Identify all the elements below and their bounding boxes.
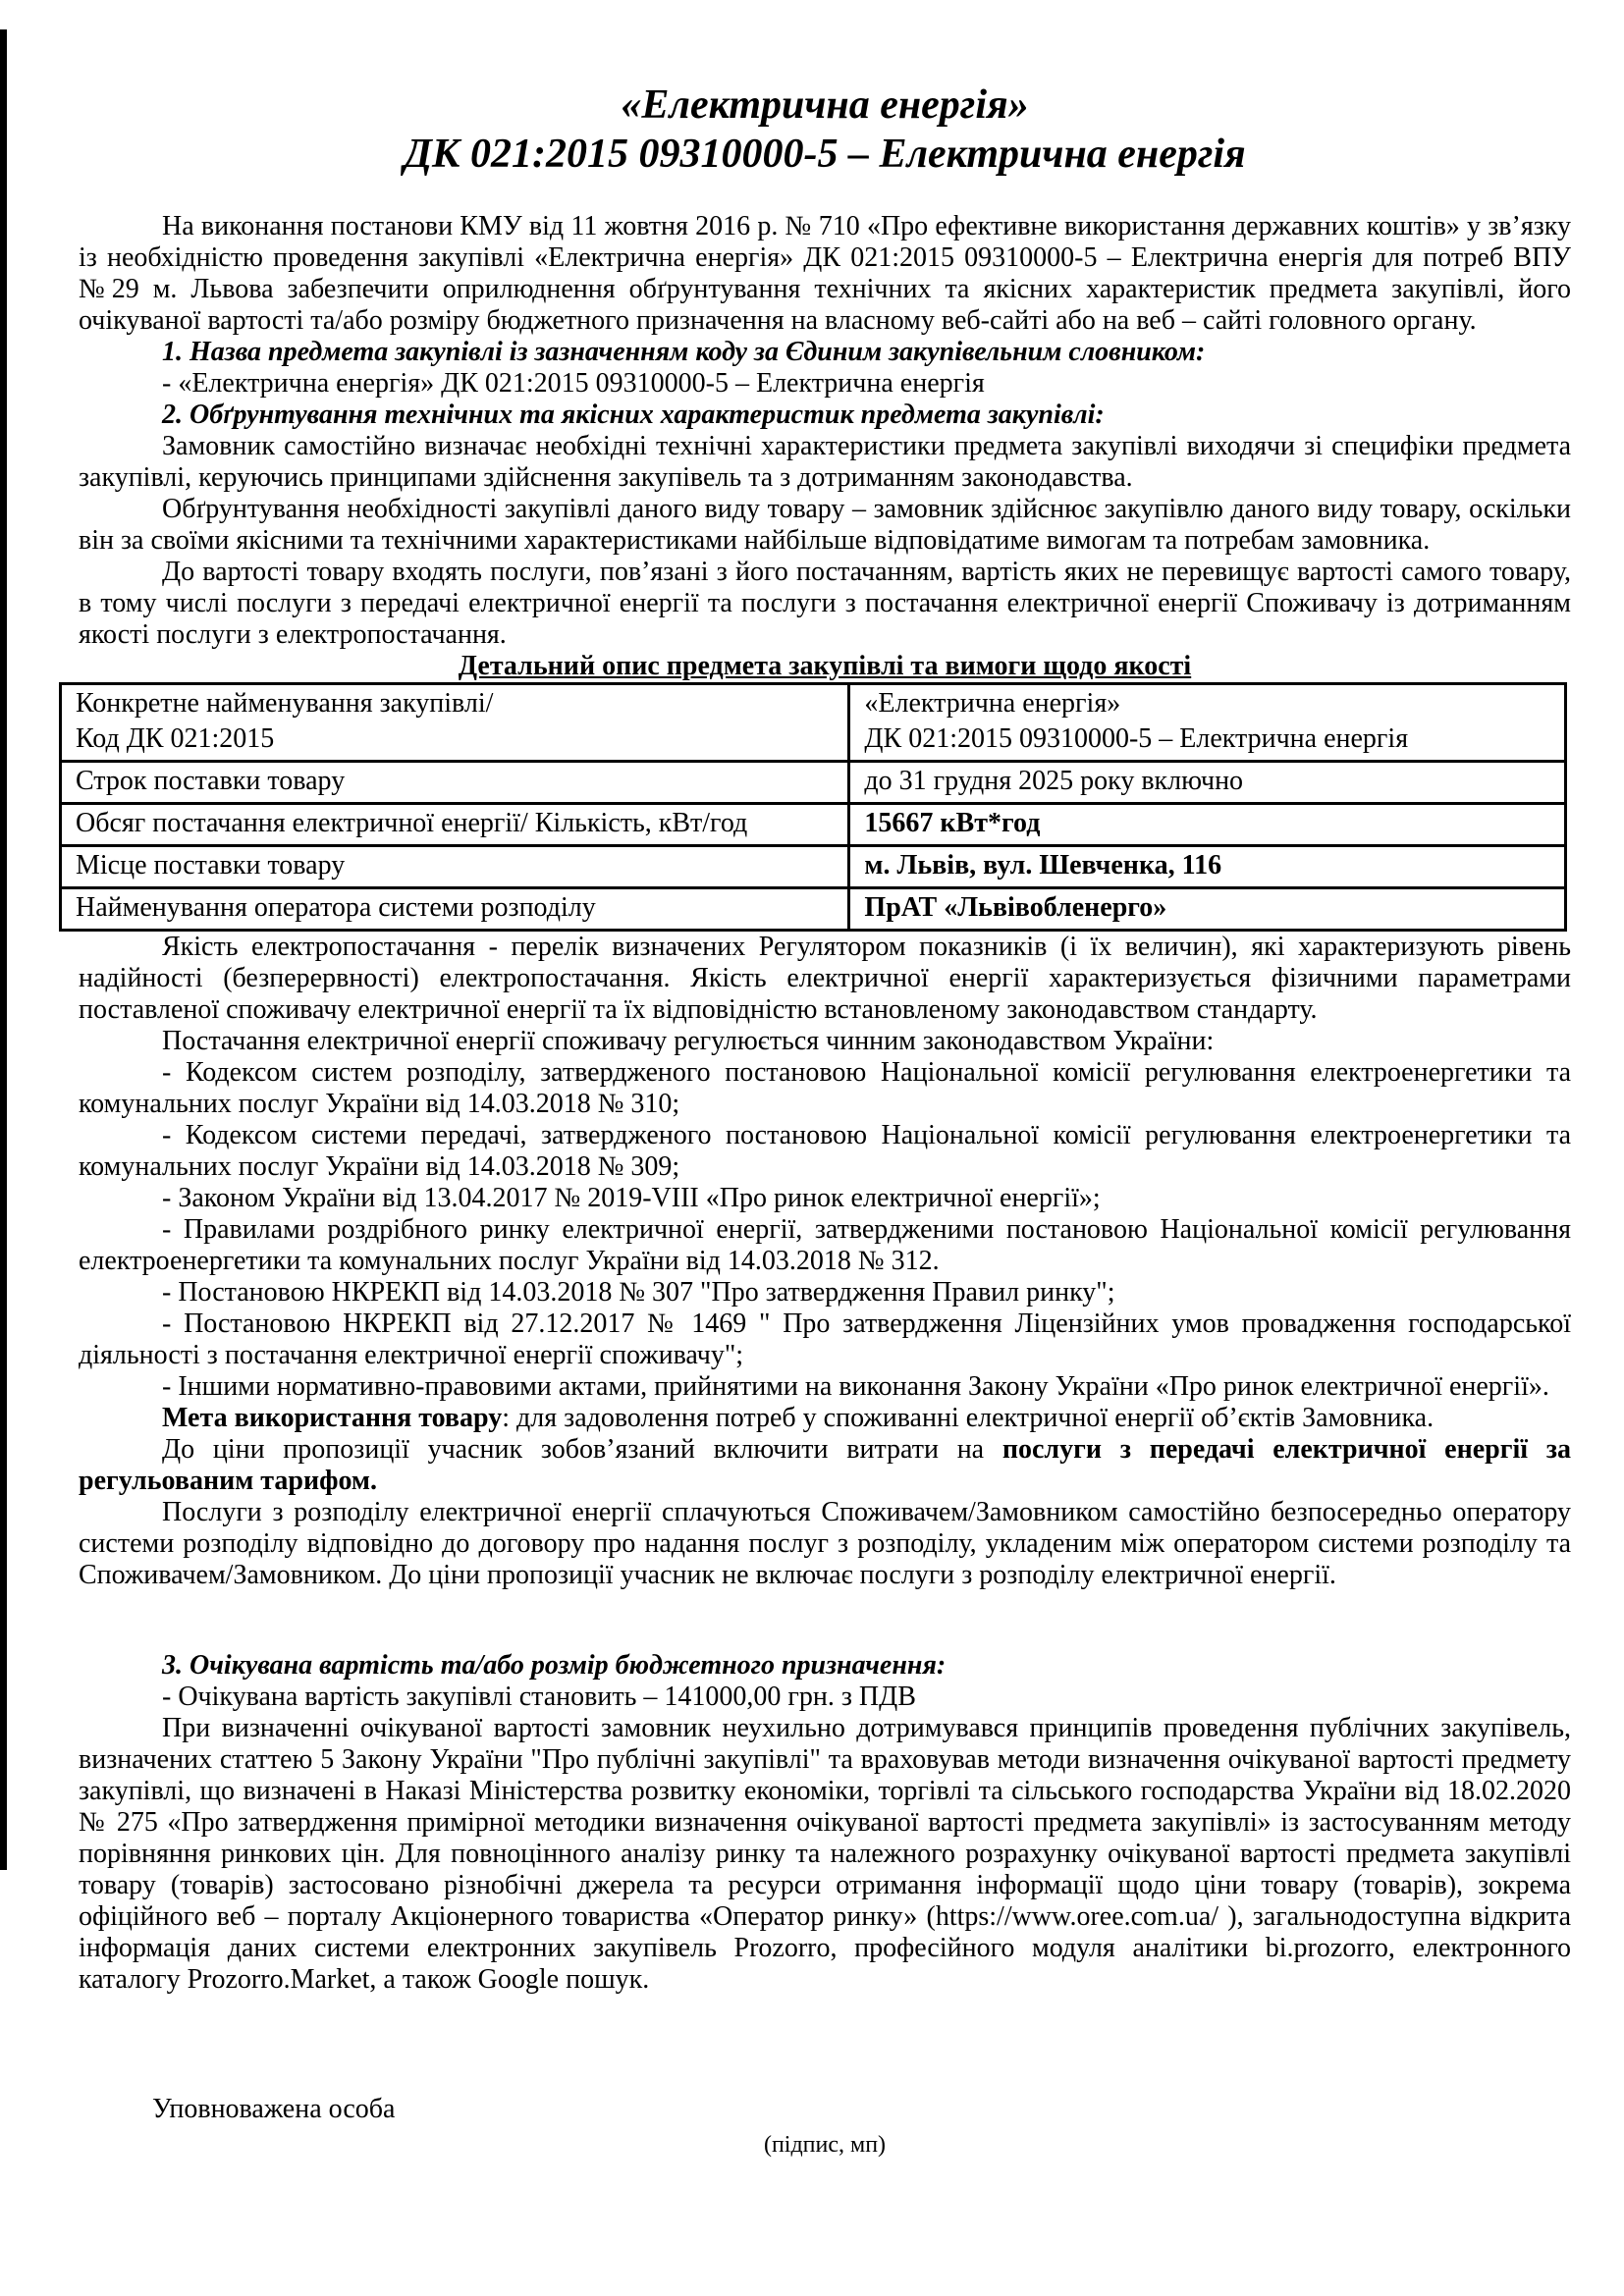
table-cell-label: Найменування оператора системи розподілу	[61, 888, 849, 931]
table-cell-label	[61, 684, 849, 762]
row1-value-line2: ДК 021:2015 09310000-5 – Електрична енергія	[864, 723, 1409, 754]
section3-paragraph: При визначенні очікуваної вартості замовник неухильно дотримувався принципів проведення публічних закупівель, визначених статтею 5 Закону України "Про публічні закупівлі" та враховував методи визначення очікуваної вартості предмету закупівлі, що визначені в Наказі Міністерства розвитку економіки, торгівлі та сільського господарства України від 18.02.2020 № 275 «Про затвердження примірної методики визначення очікуваної вартості предмета закупівлі» із застосуванням методу порівняння ринкових цін. Для повноцінного аналізу ринку та належного розрахунку очікуваної вартості предмета закупівлі товару (товарів) застосовано різнобічні джерела та ресурси отримання інформації щодо ціни товару (товарів), зокрема офіційного веб – порталу Акціонерного товариства «Оператор ринку» (https://www.oree.com.ua/ ), загальнодоступна відкрита інформація даних системи електронних закупівель Prozorro, професійного модуля аналітики bi.prozorro, електронного каталогу Prozorro.Market, а також Google пошук.	[79, 1713, 1571, 1995]
regulation-item: - Кодексом систем розподілу, затвердженого постановою Національної комісії регулювання електроенергетики та комунальних послуг України від 14.03.2018 № 310;	[79, 1057, 1571, 1119]
table-cell-value: до 31 грудня 2025 року включно	[849, 762, 1566, 804]
spec-table	[59, 682, 1567, 932]
section1-heading: 1. Назва предмета закупівлі із зазначенням коду за Єдиним закупівельним словником:	[162, 337, 1206, 367]
section3-item: - Очікувана вартість закупівлі становить – 141000,00 грн. з ПДВ	[162, 1682, 916, 1712]
signature-role: Уповноважена особа	[152, 2094, 396, 2124]
quality-paragraph-2: Постачання електричної енергії споживачу регулюється чинним законодавством України:	[162, 1026, 1215, 1056]
row1-label-line1: Конкретне найменування закупівлі/	[76, 688, 494, 719]
price-lead: До ціни пропозиції учасник зобов’язаний включити витрати на	[162, 1434, 1002, 1465]
regulation-item: - Правилами роздрібного ринку електричної енергії, затвердженими постановою Національної комісії регулювання електроенергетики та комунальних послуг України від 14.03.2018 № 312.	[79, 1214, 1571, 1276]
table-row	[61, 762, 1566, 804]
table-cell-value	[849, 684, 1566, 762]
section3-heading: 3. Очікувана вартість та/або розмір бюджетного призначення:	[162, 1650, 947, 1681]
table-row	[61, 888, 1566, 931]
section2-paragraph-1: Замовник самостійно визначає необхідні технічні характеристики предмета закупівлі виходячи зі специфіки предмета закупівлі, керуючись принципами здійснення закупівель та з дотриманням законодавства.	[79, 431, 1571, 493]
purpose-lead-bold: Мета використання товару	[162, 1403, 503, 1433]
table-cell-label: Обсяг постачання електричної енергії/ Кількість, кВт/год	[61, 804, 849, 846]
table-row	[61, 684, 1566, 762]
table-row	[61, 804, 1566, 846]
signature-note: (підпис, мп)	[763, 2132, 887, 2158]
purpose-rest: : для задоволення потреб у споживанні електричної енергії об’єктів Замовника.	[502, 1403, 1435, 1433]
quality-paragraph-1: Якість електропостачання - перелік визначених Регулятором показників (і їх величин), які характеризують рівень надійності (безперервності) електропостачання. Якість електричної енергії характеризується фізичними параметрами поставленої споживачу електричної енергії та їх відповідністю встановленому законодавством стандарту.	[79, 932, 1571, 1025]
row1-label-line2: Код ДК 021:2015	[76, 723, 275, 754]
table-caption: Детальний опис предмета закупівлі та вимоги щодо якості	[458, 651, 1192, 681]
table-cell-value: ПрАТ «Львівобленерго»	[849, 888, 1566, 931]
regulation-item: - Кодексом системи передачі, затвердженого постановою Національної комісії регулювання електроенергетики та комунальних послуг України від 14.03.2018 № 309;	[79, 1120, 1571, 1182]
regulation-item: - Іншими нормативно-правовими актами, прийнятими на виконання Закону України «Про ринок електричної енергії».	[162, 1371, 1549, 1402]
price-inclusion-paragraph	[79, 1434, 1571, 1497]
regulation-item: - Постановою НКРЕКП від 27.12.2017 № 1469 " Про затвердження Ліцензійних умов провадження господарської діяльності з постачання електричної енергії споживачу";	[79, 1308, 1571, 1370]
table-cell-label: Строк поставки товару	[61, 762, 849, 804]
intro-paragraph: На виконання постанови КМУ від 11 жовтня 2016 р. № 710 «Про ефективне використання державних коштів» у зв’язку із необхідністю проведення закупівлі «Електрична енергія» ДК 021:2015 09310000-5 – Електрична енергія для потреб ВПУ №29 м. Львова забезпечити оприлюднення обґрунтування технічних та якісних характеристик предмета закупівлі, його очікуваної вартості та/або розміру бюджетного призначення на власному веб-сайті або на веб – сайті головного органу.	[79, 211, 1571, 336]
regulation-item: - Постановою НКРЕКП від 14.03.2018 № 307 "Про затвердження Правил ринку";	[162, 1277, 1115, 1308]
section1-item: - «Електрична енергія» ДК 021:2015 09310000-5 – Електрична енергія	[162, 368, 985, 399]
price-bold: послуги з передачі електричної енергії за регульованим тарифом.	[79, 1434, 1571, 1496]
document-title-line1: «Електрична енергія»	[621, 82, 1029, 128]
row1-value-line1: «Електрична енергія»	[864, 688, 1121, 719]
section2-paragraph-2: Обґрунтування необхідності закупівлі даного виду товару – замовник здійснює закупівлю даного виду товару, оскільки він за своїми якісними та технічними характеристиками найбільше відповідатиме вимогам та потребам замовника.	[79, 494, 1571, 556]
document-title-line2: ДК 021:2015 09310000-5 – Електрична енергія	[404, 132, 1246, 177]
section2-heading: 2. Обґрунтування технічних та якісних характеристик предмета закупівлі:	[162, 400, 1105, 430]
table-row	[61, 846, 1566, 888]
table-cell-value: 15667 кВт*год	[849, 804, 1566, 846]
distribution-paragraph: Послуги з розподілу електричної енергії сплачуються Споживачем/Замовником самостійно безпосередньо оператору системи розподілу відповідно до договору про надання послуг з розподілу, укладеним між оператором системи розподілу та Споживачем/Замовником. До ціни пропозиції учасник не включає послуги з розподілу електричної енергії.	[79, 1497, 1571, 1590]
purpose-paragraph	[79, 1403, 1571, 1434]
table-cell-value: м. Львів, вул. Шевченка, 116	[849, 846, 1566, 888]
regulation-item: - Законом України від 13.04.2017 № 2019-VIII «Про ринок електричної енергії»;	[162, 1183, 1101, 1213]
table-cell-label: Місце поставки товару	[61, 846, 849, 888]
document-title	[79, 80, 1571, 179]
section2-paragraph-3: До вартості товару входять послуги, пов’язані з його постачанням, вартість яких не перевищує вартості самого товару, в тому числі послуги з передачі електричної енергії та послуги з постачання електричної енергії Споживачу із дотриманням якості послуги з електропостачання.	[79, 557, 1571, 650]
